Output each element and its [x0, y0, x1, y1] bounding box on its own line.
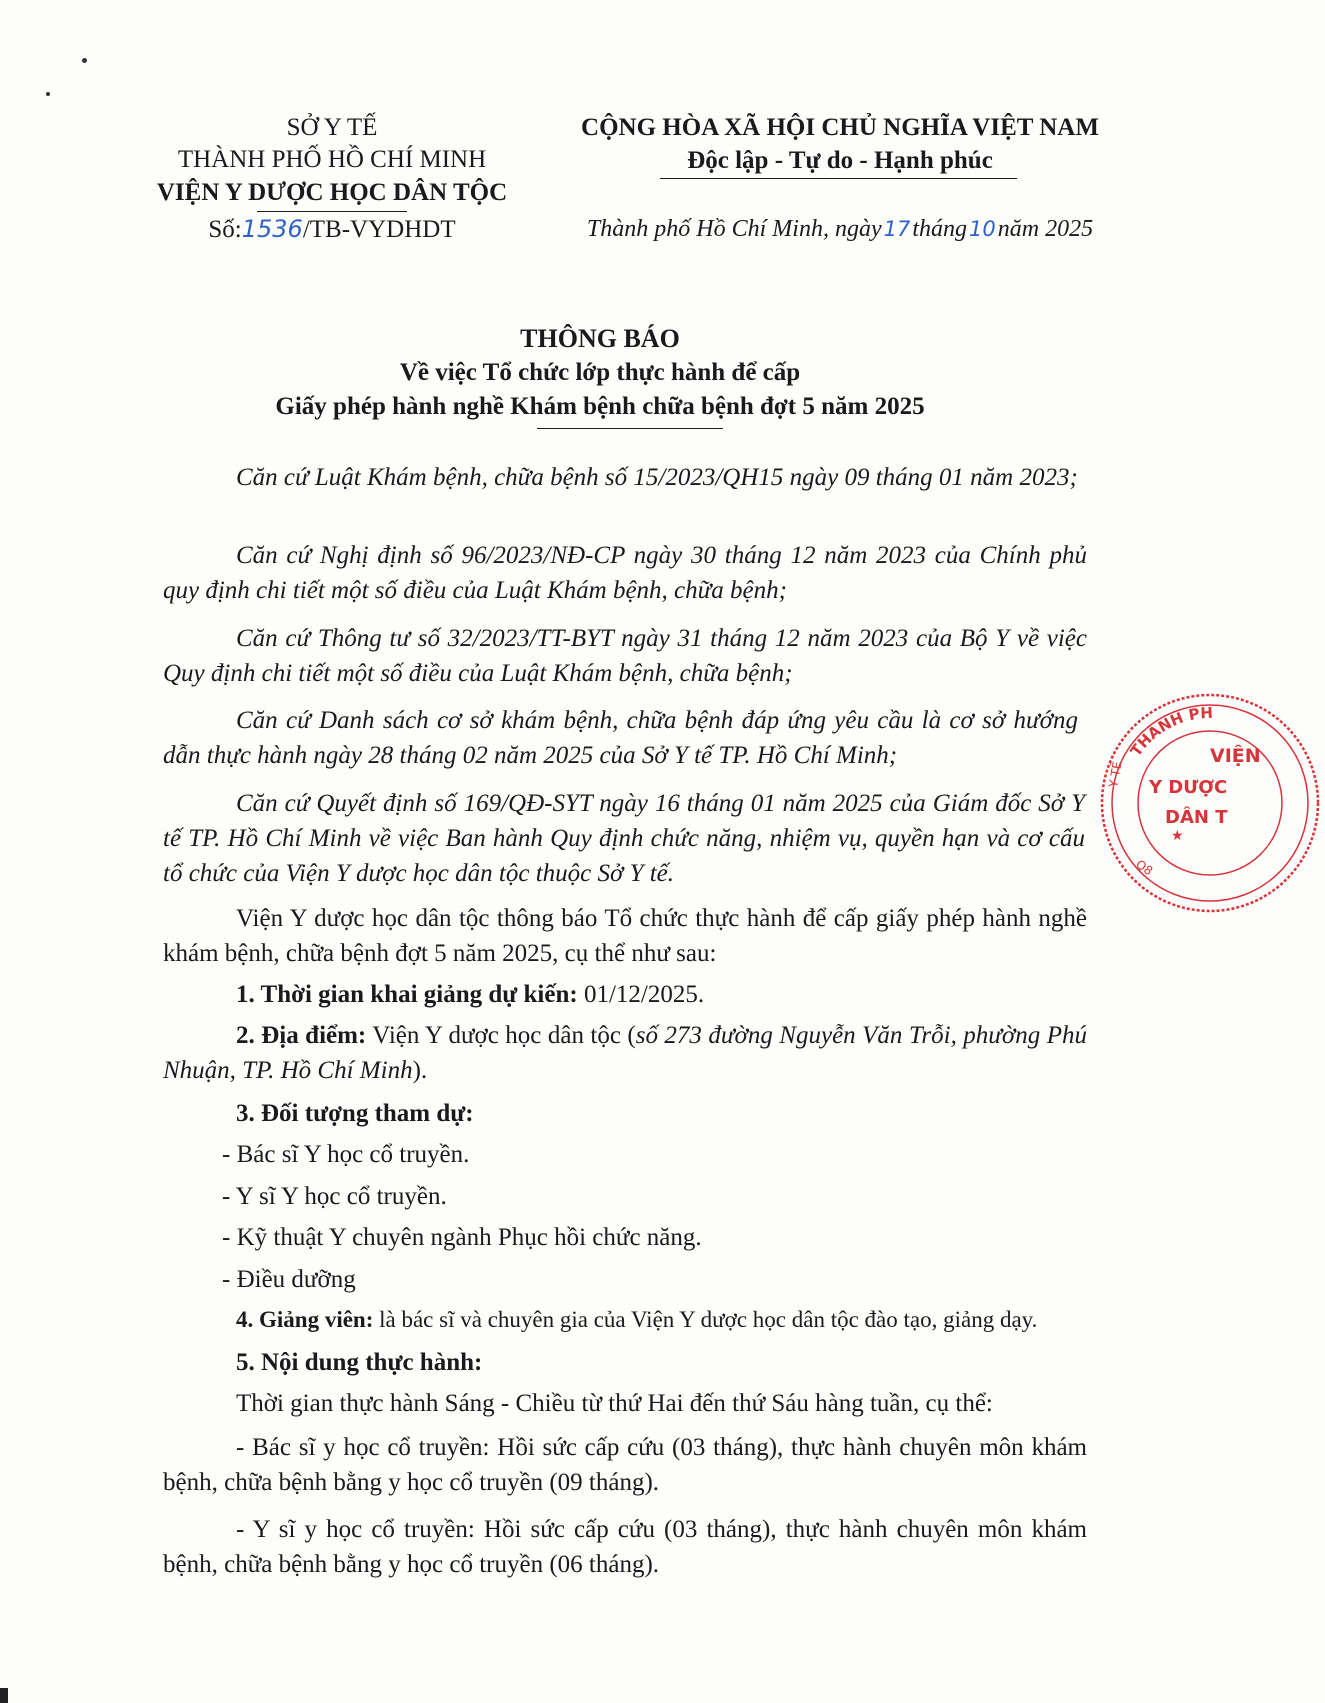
scan-speck — [82, 58, 87, 63]
audience-heading: 3. Đối tượng tham dự: — [236, 1100, 474, 1127]
item-start-time — [236, 981, 704, 1009]
date-prefix: Thành phố Hồ Chí Minh, ngày — [586, 216, 882, 242]
legal-basis-1: Căn cứ Luật Khám bệnh, chữa bệnh số 15/2023/QH15 ngày 09 tháng 01 năm 2023; — [236, 464, 1078, 491]
handwritten-day: 17 — [883, 217, 911, 241]
scan-speck — [46, 92, 50, 96]
motto: Độc lập - Tự do - Hạnh phúc — [687, 147, 993, 174]
agency-underline — [257, 211, 407, 212]
audience-item-4: - Điều dưỡng — [222, 1266, 356, 1293]
seal-arc-text: THÀNH PH — [1126, 703, 1214, 760]
start-time-label: 1. Thời gian khai giảng dự kiến: — [236, 981, 578, 1008]
agency-line-2: THÀNH PHỐ HỒ CHÍ MINH — [177, 146, 487, 173]
number-prefix: Số: — [208, 216, 242, 243]
lecturer-label: 4. Giảng viên: — [236, 1307, 374, 1332]
document-number — [142, 215, 522, 244]
audience-item-2: - Y sĩ Y học cổ truyền. — [222, 1183, 447, 1210]
seal-inner-line-1: VIỆN — [1210, 745, 1261, 767]
audience-item-1: - Bác sĩ Y học cổ truyền. — [222, 1141, 470, 1168]
content-intro: Thời gian thực hành Sáng - Chiều từ thứ Hai đến thứ Sáu hàng tuần, cụ thể: — [236, 1390, 993, 1417]
seal-bottom-text: Q8 — [1133, 856, 1156, 879]
location-address: số 273 đường Nguyễn Văn Trỗi, phường Phú Nhuận, TP. Hồ Chí Minh — [163, 1022, 1087, 1084]
issue-date — [555, 216, 1125, 243]
year-label: năm 2025 — [997, 216, 1094, 242]
content-item-2: - Y sĩ y học cổ truyền: Hồi sức cấp cứu (03 tháng), thực hành chuyên môn khám bệnh, chữa bệnh bằng y học cổ truyền (06 tháng). — [163, 1516, 1087, 1578]
notice-title: THÔNG BÁO — [520, 324, 680, 353]
number-suffix: /TB-VYDHDT — [302, 216, 456, 243]
audience-item-3: - Kỹ thuật Y chuyên ngành Phục hồi chức năng. — [222, 1224, 702, 1251]
location-label: 2. Địa điểm: — [236, 1022, 367, 1049]
seal-inner-line-3: DÂN T — [1165, 807, 1228, 828]
national-title — [555, 112, 1125, 177]
seal-side-text: Y TẾ — [1106, 760, 1125, 789]
legal-basis-5: Căn cứ Quyết định số 169/QĐ-SYT ngày 16 tháng 01 năm 2025 của Giám đốc Sở Y tế TP. Hồ Chí Minh về việc Ban hành Quy định chức năng, nhiệm vụ, quyền hạn và cơ cấu tổ chức của Viện Y dược học dân tộc thuộc Sở Y tế. — [163, 790, 1085, 887]
location-value: Viện Y dược học dân tộc ( — [366, 1022, 636, 1049]
agency-line-1: SỞ Y TẾ — [286, 114, 378, 141]
start-time-value: 01/12/2025. — [577, 981, 705, 1008]
content-item-1: - Bác sĩ y học cổ truyền: Hồi sức cấp cứu (03 tháng), thực hành chuyên môn khám bệnh, chữa bệnh bằng y học cổ truyền (09 tháng). — [163, 1434, 1087, 1496]
handwritten-number: 1536 — [241, 215, 303, 243]
country-name: CỘNG HÒA XÃ HỘI CHỦ NGHĨA VIỆT NAM — [581, 114, 1099, 141]
notice-title-block — [0, 322, 1200, 424]
item-location — [163, 1018, 1087, 1088]
seal-outer-ring — [1102, 695, 1318, 911]
item-lecturer — [236, 1307, 1037, 1333]
seal-inner-line-2: Y DƯỢC — [1149, 777, 1228, 798]
month-label: tháng — [912, 216, 967, 242]
seal-graphic — [1095, 688, 1325, 918]
title-underline — [537, 428, 723, 429]
seal-star: ★ — [1171, 828, 1184, 844]
legal-basis-4: Căn cứ Danh sách cơ sở khám bệnh, chữa bệnh đáp ứng yêu cầu là cơ sở hướng dẫn thực hành ngày 28 tháng 02 năm 2025 của Sở Y tế TP. Hồ Chí Minh; — [163, 707, 1078, 769]
agency-line-3: VIỆN Y DƯỢC HỌC DÂN TỘC — [156, 179, 508, 206]
legal-basis-3: Căn cứ Thông tư số 32/2023/TT-BYT ngày 31 tháng 12 năm 2023 của Bộ Y về việc Quy định chi tiết một số điều của Luật Khám bệnh, chữa bệnh; — [163, 625, 1087, 687]
content-heading: 5. Nội dung thực hành: — [236, 1349, 483, 1376]
agency-name — [142, 112, 522, 209]
intro-paragraph: Viện Y dược học dân tộc thông báo Tổ chức thực hành để cấp giấy phép hành nghề khám bệnh, chữa bệnh đợt 5 năm 2025, cụ thể như sau: — [163, 905, 1087, 967]
notice-subtitle-1: Về việc Tổ chức lớp thực hành để cấp — [399, 359, 801, 386]
location-end: ). — [412, 1057, 428, 1084]
handwritten-month: 10 — [969, 217, 996, 241]
scan-edge-mark — [0, 1688, 8, 1703]
lecturer-value: là bác sĩ và chuyên gia của Viện Y dược học dân tộc đào tạo, giảng dạy. — [373, 1307, 1038, 1332]
motto-underline — [660, 178, 1017, 179]
official-seal — [1095, 688, 1325, 918]
notice-subtitle-2: Giấy phép hành nghề Khám bệnh chữa bệnh đợt 5 năm 2025 — [275, 393, 925, 420]
legal-basis-2: Căn cứ Nghị định số 96/2023/NĐ-CP ngày 30 tháng 12 năm 2023 của Chính phủ quy định chi tiết một số điều của Luật Khám bệnh, chữa bệnh; — [163, 542, 1087, 604]
